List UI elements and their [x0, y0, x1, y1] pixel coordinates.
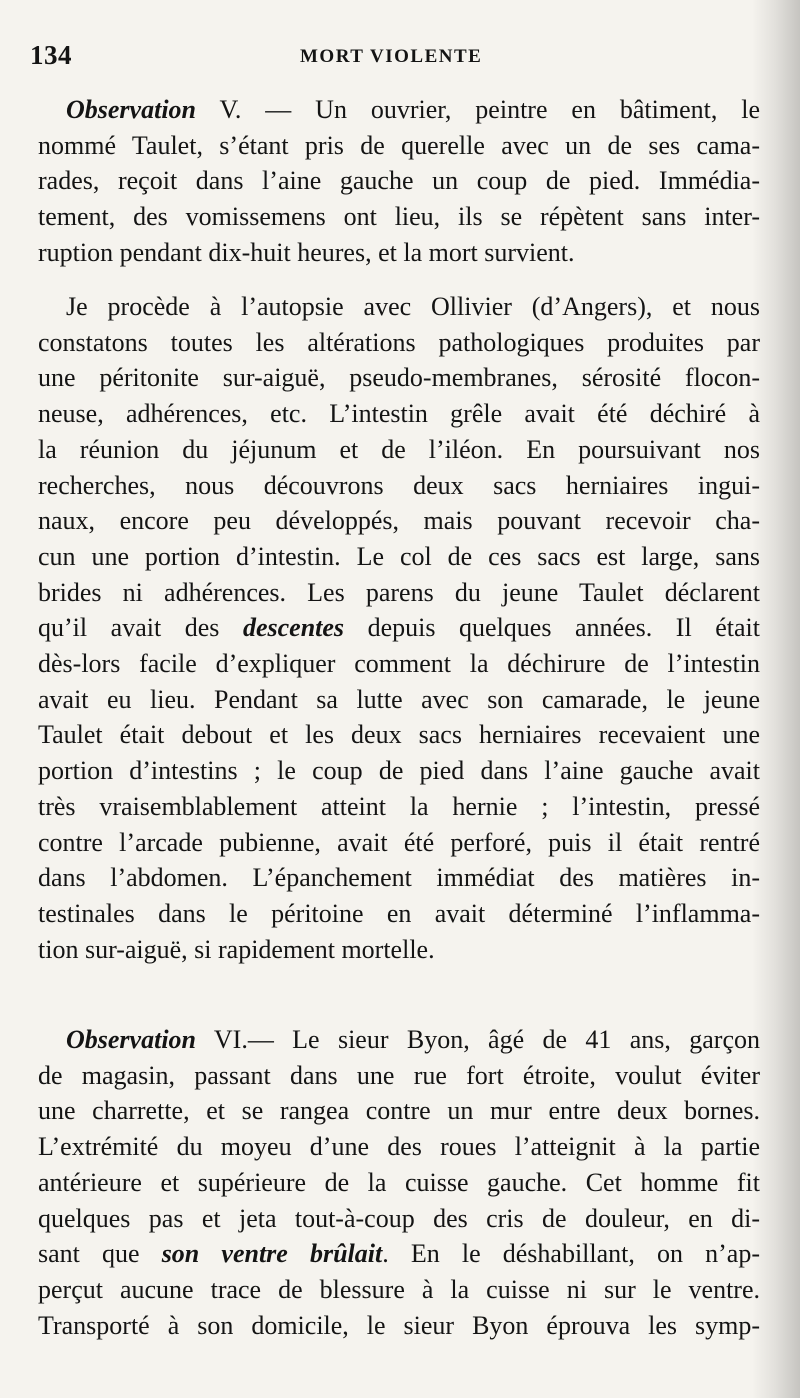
text-line: ruption pendant dix-huit heures, et la mort survient.: [38, 237, 575, 267]
text-line: cun une portion d’intestin. Le col de ces sacs est large, sans: [38, 541, 760, 571]
text-line: qu’il avait des descentes depuis quelques années. Il était: [38, 613, 760, 643]
observation-label: Observation: [66, 95, 196, 124]
page-number: 134: [30, 40, 72, 70]
text-line: recherches, nous découvrons deux sacs herniaires ingui-: [38, 470, 760, 500]
text-line: tement, des vomissemens ont lieu, ils se répètent sans inter-: [38, 202, 760, 232]
text-line: L’extrémité du moyeu d’une des roues l’atteignit à la partie: [38, 1132, 760, 1162]
text-line: très vraisemblablement atteint la hernie ; l’intestin, pressé: [38, 791, 760, 821]
text-line: antérieure et supérieure de la cuisse gauche. Cet homme fit: [38, 1167, 760, 1197]
text-line: Taulet était debout et les deux sacs herniaires recevaient une: [38, 720, 760, 750]
text-line: tion sur-aiguë, si rapidement mortelle.: [38, 934, 435, 964]
text-line: quelques pas et jeta tout-à-coup des cris de douleur, en di-: [38, 1203, 760, 1233]
paragraph-autopsy: [38, 289, 760, 967]
text-line: une charrette, et se rangea contre un mur entre deux bornes.: [38, 1096, 760, 1126]
text-line: de magasin, passant dans une rue fort étroite, voulut éviter: [38, 1060, 760, 1090]
paragraph-observation-5: [38, 92, 760, 271]
text-line: testinales dans le péritoine en avait déterminé l’inflamma-: [38, 898, 760, 928]
text-line: Observation V. — Un ouvrier, peintre en bâtiment, le: [66, 95, 760, 124]
text-line: la réunion du jéjunum et de l’iléon. En poursuivant nos: [38, 434, 760, 464]
text-line: brides ni adhérences. Les parens du jeune Taulet déclarent: [38, 577, 760, 607]
text-line: avait eu lieu. Pendant sa lutte avec son camarade, le jeune: [38, 684, 760, 714]
text-line: une péritonite sur-aiguë, pseudo-membranes, sérosité flocon-: [38, 363, 760, 393]
italic-term: descentes: [242, 613, 345, 643]
text-line: rades, reçoit dans l’aine gauche un coup de pied. Immédia-: [38, 166, 760, 196]
observation-label: Observation: [66, 1025, 196, 1054]
text-line: nommé Taulet, s’étant pris de querelle avec un de ses cama-: [38, 130, 760, 160]
text-line: naux, encore peu développés, mais pouvant recevoir cha-: [38, 506, 760, 536]
paragraph-observation-6: [38, 1022, 760, 1343]
text-line: dans l’abdomen. L’épanchement immédiat des matières in-: [38, 863, 760, 893]
text-line: sant que son ventre brûlait. En le déshabillant, on n’ap-: [38, 1239, 760, 1269]
page-header: [30, 40, 760, 76]
text-line: Je procède à l’autopsie avec Ollivier (d’Angers), et nous: [66, 292, 760, 321]
text-line: constatons toutes les altérations pathologiques produites par: [38, 327, 760, 357]
italic-phrase: son ventre brûlait: [161, 1239, 383, 1269]
text-line: Transporté à son domicile, le sieur Byon éprouva les symp-: [38, 1310, 760, 1340]
text-line: portion d’intestins ; le coup de pied dans l’aine gauche avait: [38, 756, 760, 786]
text-line: perçut aucune trace de blessure à la cuisse ni sur le ventre.: [38, 1274, 760, 1304]
text-line: contre l’arcade pubienne, avait été perforé, puis il était rentré: [38, 827, 760, 857]
text-line: neuse, adhérences, etc. L’intestin grêle avait été déchiré à: [38, 399, 760, 429]
text-line: Observation VI.— Le sieur Byon, âgé de 41 ans, garçon: [66, 1025, 760, 1054]
running-head: MORT VIOLENTE: [300, 46, 483, 67]
text-line: dès-lors facile d’expliquer comment la déchirure de l’intestin: [38, 649, 760, 679]
